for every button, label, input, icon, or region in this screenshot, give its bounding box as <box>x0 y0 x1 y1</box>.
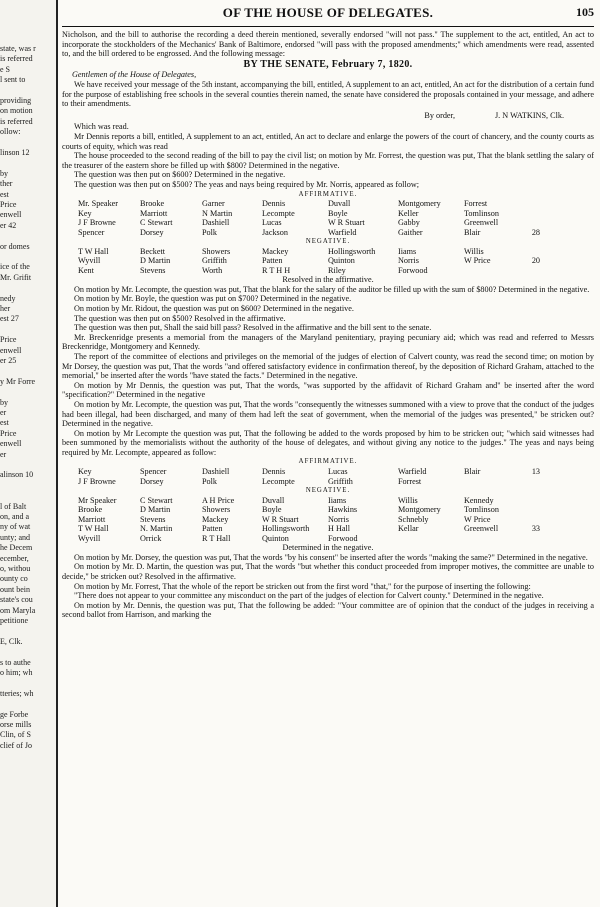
vote-row <box>78 266 540 276</box>
gutter-fragment: s to authe <box>0 657 31 667</box>
delegate-name: Worth <box>202 265 223 275</box>
vote-row <box>78 505 540 515</box>
gutter-fragment: petitione <box>0 616 28 625</box>
delegate-name: D Martin <box>140 505 171 515</box>
vote-row <box>78 228 540 238</box>
delegate-name: Marriott <box>78 514 106 524</box>
gutter-fragment: or domes <box>0 241 30 251</box>
vote-count <box>522 209 540 219</box>
delegate-name: Forwood <box>398 265 428 275</box>
delegate-name: R T Hall <box>202 533 231 543</box>
delegate-name: Stevens <box>140 514 166 524</box>
delegate-name: Polk <box>202 476 218 486</box>
delegate-name: Marriott <box>140 208 168 218</box>
gutter-fragment: her <box>0 304 11 313</box>
delegate-name: Greenwell <box>464 524 499 534</box>
gutter-fragment: e S <box>0 64 10 74</box>
delegate-name: Dorsey <box>140 227 164 237</box>
delegate-name: Kent <box>78 265 94 275</box>
gutter-fragment: ice of the <box>0 262 30 272</box>
gutter-fragment: est 27 <box>0 314 19 324</box>
delegate-name: Patten <box>262 256 283 266</box>
gutter-fragment: Mr. Grifit <box>0 272 32 282</box>
delegate-name: T W Hall <box>78 246 109 256</box>
senate-heading: BY THE SENATE, February 7, 1820. <box>243 58 413 70</box>
paragraph: On motion by Mr. Dennis, the question was put, That the following be added: "Your committee are of opinion that the conduct of the judges in receiving a second ballot from Harrison, and marking the <box>62 600 594 620</box>
delegate-name: Spencer <box>78 227 105 237</box>
gutter-fragment: ount bein <box>0 584 30 594</box>
delegate-name: Stevens <box>140 265 166 275</box>
vote-result: Determined in the negative. <box>282 543 374 553</box>
vote-negative-label: NEGATIVE. <box>305 238 351 246</box>
delegate-name: Polk <box>202 227 218 237</box>
paragraph: "There does not appear to your committee any misconduct on the part of the judges of election for Calvert county." Determined in the negative. <box>74 591 544 601</box>
delegate-name: Norris <box>398 256 419 266</box>
delegate-name: Montgomery <box>398 199 441 209</box>
delegate-name: Hawkins <box>328 505 358 515</box>
delegate-name: Tomlinson <box>464 208 499 218</box>
delegate-name: Schnebly <box>398 514 429 524</box>
delegate-name: Tomlinson <box>464 505 499 515</box>
paragraph: On motion by Mr. Lecompte, the question was put, That the words "consequently the witnesses summoned with a view to prove that the conduct of the judges had been illegal, had been discharged, and many of them had left the seat of government, when the memorial of the judges was presented," be stricken out? Determined in the negative. <box>62 399 594 429</box>
gutter-fragment: tteries; wh <box>0 688 34 698</box>
vote-count: 28 <box>531 227 540 237</box>
delegate-name: Key <box>78 208 92 218</box>
running-title: OF THE HOUSE OF DELEGATES. <box>222 5 434 20</box>
vote-record-2 <box>62 457 594 552</box>
delegate-name: W Price <box>464 514 491 524</box>
delegate-name: J F Browne <box>78 476 116 486</box>
paragraph: Mr. Breckenridge presents a memorial from the managers of the Maryland penitentiary, praying pecuniary aid; which was read and referred to Messrs Breckenridge, Montgomery and Kennedy. <box>62 332 594 352</box>
delegate-name: Warfield <box>398 467 427 477</box>
vote-count <box>522 199 540 209</box>
page-body <box>62 6 594 620</box>
vote-row <box>78 256 540 266</box>
delegate-name <box>464 477 522 487</box>
delegate-name: R T H H <box>262 265 291 275</box>
delegate-name: T W Hall <box>78 524 109 534</box>
vote-row <box>78 524 540 534</box>
gutter-fragment: o, withou <box>0 564 31 573</box>
delegate-name: Kennedy <box>464 495 494 505</box>
gutter-fragment: is referred <box>0 116 33 126</box>
gutter-fragment: enwell <box>0 345 22 355</box>
delegate-name: Montgomery <box>398 505 441 515</box>
gutter-fragment: unty; and <box>0 532 30 542</box>
vote-row <box>78 496 540 506</box>
gutter-fragment: ollow: <box>0 127 21 137</box>
vote-affirmative-label: AFFIRMATIVE. <box>298 190 358 198</box>
vote-count <box>522 266 540 276</box>
delegate-name: Wyvill <box>78 533 101 543</box>
gutter-fragment: on motion <box>0 106 33 116</box>
delegate-name: Dashiell <box>202 218 230 228</box>
paragraph: On motion by Mr. Dorsey, the question was put, That the words "by his consent" be inserted after the words "making the same?" Determined in the negative. <box>74 552 588 562</box>
delegate-name: Iiams <box>328 495 347 505</box>
gutter-fragment: providing <box>0 96 32 105</box>
paragraph: On motion by Mr. Ridout, the question was put on $600? Determined in the negative. <box>74 303 354 313</box>
gutter-fragment: y Mr Forre <box>0 376 36 386</box>
paragraph: The question was then put, Shall the said bill pass? Resolved in the affirmative and the bill sent to the senate. <box>74 323 432 333</box>
delegate-name: Gaither <box>398 227 423 237</box>
paragraph: The question was then put on $600? Determined in the negative. <box>74 170 286 180</box>
vote-count <box>522 505 540 515</box>
delegate-name: W R Stuart <box>262 514 299 524</box>
delegate-name: Dashiell <box>202 467 230 477</box>
delegate-name: Norris <box>328 514 349 524</box>
vote-negative-label: NEGATIVE. <box>305 487 351 495</box>
delegate-name: C Stewart <box>140 495 173 505</box>
vote-count <box>522 218 540 228</box>
delegate-name: Forrest <box>398 476 422 486</box>
gutter-fragment: ge Forbe <box>0 709 29 719</box>
gutter-fragment: linson 12 <box>0 148 30 157</box>
signature <box>62 111 564 121</box>
vote-negative-table <box>78 247 540 276</box>
page-number: 105 <box>576 5 594 19</box>
delegate-name: H Hall <box>328 524 351 534</box>
delegate-name: Forrest <box>464 199 488 209</box>
delegate-name: Jackson <box>262 227 288 237</box>
gutter-fragment: er 25 <box>0 356 17 365</box>
paragraph: The house proceeded to the second reading of the bill to pay the civil list; on motion by Mr. Forrest, the question was put, That the blank settling the salary of the treasurer of the eastern shore be filled up with $800? Determined in the negative. <box>62 151 594 170</box>
delegate-name: Lucas <box>262 218 282 228</box>
gutter-fragment: by <box>0 397 8 407</box>
gutter-fragment: clief of Jo <box>0 740 32 750</box>
paragraph: Mr Dennis reports a bill, entitled, A supplement to an act, entitled, An act to declare and enlarge the powers of the court of chancery, and the county courts as courts of equity, which was read <box>62 131 594 151</box>
delegate-name: Riley <box>328 265 346 275</box>
vote-row <box>78 534 540 544</box>
delegate-name: Brooke <box>140 199 165 209</box>
vote-affirmative-table <box>78 199 540 237</box>
delegate-name: Lecompte <box>262 208 295 218</box>
vote-row <box>78 515 540 525</box>
gutter-fragment: l sent to <box>0 75 26 85</box>
delegate-name: Iiams <box>398 246 417 256</box>
gutter-fragment: Price <box>0 335 17 345</box>
delegate-name: Garner <box>202 199 225 209</box>
delegate-name: Patten <box>202 524 223 534</box>
paragraph: On motion by Mr. Lecompte, the question was put, That the blank for the salary of the auditor be filled up with the sum of $800? Determined in the negative. <box>74 284 590 294</box>
gutter-fragment: er <box>0 408 7 417</box>
vote-affirmative-label: AFFIRMATIVE. <box>298 458 358 466</box>
paragraph: Nicholson, and the bill to authorise the recording a deed therein mentioned, severally endorsed "will not pass." The supplement to the act, entitled, An act to incorporate the stockholders of the Mechanics' Bank of Baltimore, endorsed "will pass with the proposed amendments;" which amendments were read, assented to, and the bill ordered to be engrossed. And the following message: <box>62 30 594 59</box>
vote-result: Resolved in the affirmative. <box>282 275 374 285</box>
vote-row <box>78 247 540 257</box>
gutter-fragment: E, Clk. <box>0 636 23 646</box>
gutter-fragment: alinson 10 <box>0 470 34 480</box>
vote-row <box>78 209 540 219</box>
gutter-fragment: is referred <box>0 54 33 64</box>
delegate-name: Forwood <box>328 533 358 543</box>
delegate-name: D Martin <box>140 256 171 266</box>
delegate-name: Blair <box>464 227 481 237</box>
gutter-fragment: he Decem <box>0 543 33 553</box>
delegate-name: Keller <box>398 208 419 218</box>
delegate-name: Lucas <box>328 467 348 477</box>
delegate-name: Griffith <box>328 476 353 486</box>
delegate-name: Mackey <box>262 246 289 256</box>
vote-count <box>522 515 540 525</box>
paragraph: The report of the committee of elections and privileges on the memorial of the judges of election of Calvert county, was read the second time; on motion by Mr Dorsey, the question was put, That the words "and offered satisfactory evidence in confirmation thereof, by the deposition of Richard Graham, attached to the memorial," be inserted after the words "have stated the facts." Determined in the negative. <box>62 351 594 381</box>
gutter-fragment: est <box>0 418 9 428</box>
delegate-name: Kellar <box>398 524 419 534</box>
gutter-fragment: om Maryla <box>0 605 36 615</box>
vote-count <box>522 247 540 257</box>
gutter-fragment: er <box>0 449 7 459</box>
gutter-fragment: nedy <box>0 293 16 303</box>
delegate-name: W Price <box>464 256 491 266</box>
delegate-name: Greenwell <box>464 218 499 228</box>
delegate-name: Duvall <box>328 199 351 209</box>
delegate-name: C Stewart <box>140 218 173 228</box>
delegate-name: W R Stuart <box>328 218 365 228</box>
gutter-fragment: ther <box>0 179 13 189</box>
vote-record-1 <box>62 190 594 285</box>
header-rule <box>62 26 594 27</box>
vote-count <box>522 477 540 487</box>
delegate-name <box>464 266 522 276</box>
vote-count <box>522 534 540 544</box>
vote-count <box>522 496 540 506</box>
vote-row <box>78 218 540 228</box>
delegate-name: Mr. Speaker <box>78 199 119 209</box>
delegate-name: Key <box>78 467 92 477</box>
vote-row <box>78 199 540 209</box>
delegate-name: Duvall <box>262 495 285 505</box>
gutter-fragment: o him; wh <box>0 668 33 677</box>
vote-row <box>78 467 540 477</box>
gutter-fragment: l of Balt <box>0 501 27 511</box>
paragraph: On motion by Mr Lecompte the question was put, That the following be added to the words proposed by him to be stricken out; "which said witnesses had been summoned by the memorialists without the authority of the house of delegates, and without giving any notice to the judges." The yeas and nays being required by Mr. Lecompte, appeared as follow: <box>62 428 594 457</box>
vote-negative-table <box>78 496 540 544</box>
paragraph: Which was read. <box>74 122 129 132</box>
paragraph: On motion by Mr. Boyle, the question was put on $700? Determined in the negative. <box>74 294 352 304</box>
gutter-fragment: by <box>0 168 8 178</box>
vote-count: 13 <box>531 467 540 477</box>
delegate-name: Brooke <box>78 505 103 515</box>
gutter-fragment: ounty co <box>0 574 28 584</box>
salutation: Gentlemen of the House of Delegates, <box>72 70 197 80</box>
paragraph: On motion by Mr. D. Martin, the question was put, That the words "but whether this conduct proceeded from improper motives, the committee are unable to decide," be stricken out? Resolved in the affirmative. <box>62 562 594 581</box>
gutter-fragment: ecember, <box>0 553 29 563</box>
delegate-name: Gabby <box>398 218 420 228</box>
vote-count: 33 <box>531 524 540 534</box>
gutter-fragment: state, was r <box>0 44 36 53</box>
paragraph: On motion by Mr Dennis, the question was put, That the words, "was supported by the affidavit of Richard Graham and" be inserted after the word "specification?" Determined in the negative <box>62 380 594 400</box>
paragraph: The question was then put on $500? Resolved in the affirmative. <box>74 313 286 323</box>
vote-count: 20 <box>531 256 540 266</box>
delegate-name: Hollingsworth <box>262 524 310 534</box>
delegate-name: Hollingsworth <box>328 246 376 256</box>
gutter-fragment: orse mills <box>0 720 32 729</box>
gutter-fragment: Price <box>0 428 17 438</box>
delegate-name: Showers <box>202 505 231 515</box>
delegate-name: Warfield <box>328 227 357 237</box>
gutter-fragment: enwell <box>0 210 22 220</box>
delegate-name <box>464 534 522 544</box>
delegate-name: A H Price <box>202 495 235 505</box>
delegate-name: Dennis <box>262 467 286 477</box>
delegate-name: Blair <box>464 467 481 477</box>
paragraph: On motion by Mr. Forrest, That the whole of the report be stricken out from the first word "that," for the purpose of inserting the following: <box>74 581 531 591</box>
delegate-name: Willis <box>464 246 484 256</box>
paragraph: We have received your message of the 5th instant, accompanying the bill, entitled, A supplement to an act, entitled, An act for the distribution of a certain fund for the purpose of establishing free schools in the several counties therein named, the senate have considered the proposals contained in your message, and adhere to their amendments. <box>62 79 594 109</box>
vote-affirmative-table <box>78 467 540 486</box>
delegate-name: Beckett <box>140 246 166 256</box>
paragraph: The question was then put on $500? The yeas and nays being required by Mr. Norris, appeared as follow; <box>74 179 420 189</box>
delegate-name: Lecompte <box>262 476 295 486</box>
signature-by-order: By order, <box>424 110 455 120</box>
delegate-name: Spencer <box>140 467 167 477</box>
delegate-name: Willis <box>398 495 418 505</box>
adjacent-page-gutter <box>0 0 58 907</box>
signature-name: J. N WATKINS, Clk. <box>495 110 564 120</box>
delegate-name: N. Martin <box>140 524 173 534</box>
gutter-fragment: Clin, of S <box>0 730 31 740</box>
delegate-name: Quinton <box>328 256 355 266</box>
delegate-name: Dorsey <box>140 476 164 486</box>
gutter-fragment: er 42 <box>0 220 17 230</box>
delegate-name: Orrick <box>140 533 162 543</box>
gutter-fragment: est <box>0 189 9 199</box>
delegate-name: Showers <box>202 246 231 256</box>
delegate-name <box>398 534 464 544</box>
gutter-fragment: on, and a <box>0 512 30 521</box>
gutter-fragment: Price <box>0 200 17 209</box>
delegate-name: Mackey <box>202 514 229 524</box>
gutter-fragment: state's cou <box>0 595 33 605</box>
delegate-name: Dennis <box>262 199 286 209</box>
gutter-fragment: ny of wat <box>0 522 31 532</box>
delegate-name: Griffith <box>202 256 227 266</box>
delegate-name: Quinton <box>262 533 289 543</box>
vote-row <box>78 477 540 487</box>
delegate-name: Boyle <box>328 208 348 218</box>
delegate-name: Wyvill <box>78 256 101 266</box>
delegate-name: N Martin <box>202 208 233 218</box>
page-header <box>62 6 594 26</box>
delegate-name: Mr Speaker <box>78 495 117 505</box>
gutter-fragment: enwell <box>0 439 22 449</box>
delegate-name: J F Browne <box>78 218 116 228</box>
delegate-name: Boyle <box>262 505 282 515</box>
